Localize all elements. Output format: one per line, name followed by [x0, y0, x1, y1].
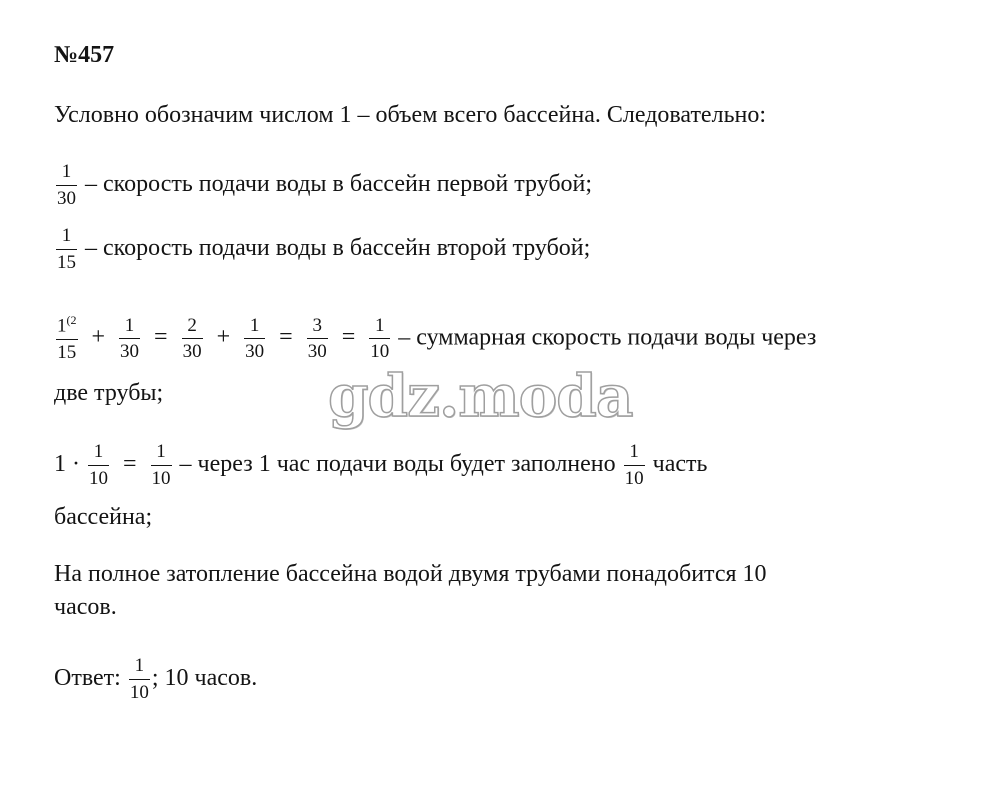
hour-text: – через 1 час подачи воды будет заполнено: [173, 450, 616, 477]
pipe1-text: – скорость подачи воды в бассейн первой трубой;: [79, 170, 593, 197]
equals-sign: =: [341, 324, 356, 351]
equals-sign: =: [154, 324, 168, 351]
equals-sign: =: [279, 324, 293, 351]
sum-line: [54, 313, 816, 365]
fraction: $\frac{1}{30}$: [245, 314, 265, 363]
hour-line: [54, 440, 707, 491]
hour-text-continued: бассейна;: [54, 504, 153, 530]
fraction: $\frac{1}{30}$: [120, 314, 140, 363]
fraction: $\frac{1}{30}$: [57, 161, 76, 209]
answer-line: [54, 654, 257, 705]
full-fill-text: На полное затопление бассейна водой двумя трубами понадобится 10: [54, 561, 767, 587]
fraction: $\frac{1}{15}$: [57, 225, 76, 273]
fraction: $\frac{3}{30}$: [307, 314, 327, 363]
answer-label: Ответ:: [54, 664, 121, 691]
fraction: $\frac{2}{30}$: [182, 314, 202, 363]
plus-sign: +: [216, 324, 231, 351]
pipe2-text: – скорость подачи воды в бассейн второй трубой;: [79, 234, 591, 261]
equals-sign: =: [123, 450, 137, 477]
sum-text-continued: две трубы;: [54, 380, 164, 406]
answer-text: ; 10 часов.: [151, 664, 258, 691]
multiplier-superscript: (2: [66, 313, 77, 327]
problem-number: №457: [54, 42, 115, 68]
intro-text: Условно обозначим числом 1 – объем всего бассейна. Следовательно:: [54, 102, 767, 128]
fraction: $\frac{1}{10}$: [370, 314, 390, 363]
watermark: gdz.moda: [328, 362, 633, 430]
fraction: $\frac{1}{10}$: [89, 441, 108, 489]
sum-text: – суммарная скорость подачи воды через: [392, 324, 817, 351]
full-fill-text-continued: часов.: [54, 594, 117, 620]
fraction: $\frac{1}{10}$: [624, 441, 644, 489]
plus-sign: +: [91, 324, 106, 351]
pipe2-line: [54, 224, 590, 275]
hour-lead: 1 ·: [54, 450, 80, 477]
fraction: $\frac{1}{10}$: [129, 655, 149, 703]
fraction: $\frac{1}{10}$: [151, 441, 171, 489]
fraction: $\frac{1^{(2}}{15}$: [57, 313, 77, 364]
pipe1-line: [54, 160, 592, 211]
hour-text-end: часть: [646, 450, 708, 477]
